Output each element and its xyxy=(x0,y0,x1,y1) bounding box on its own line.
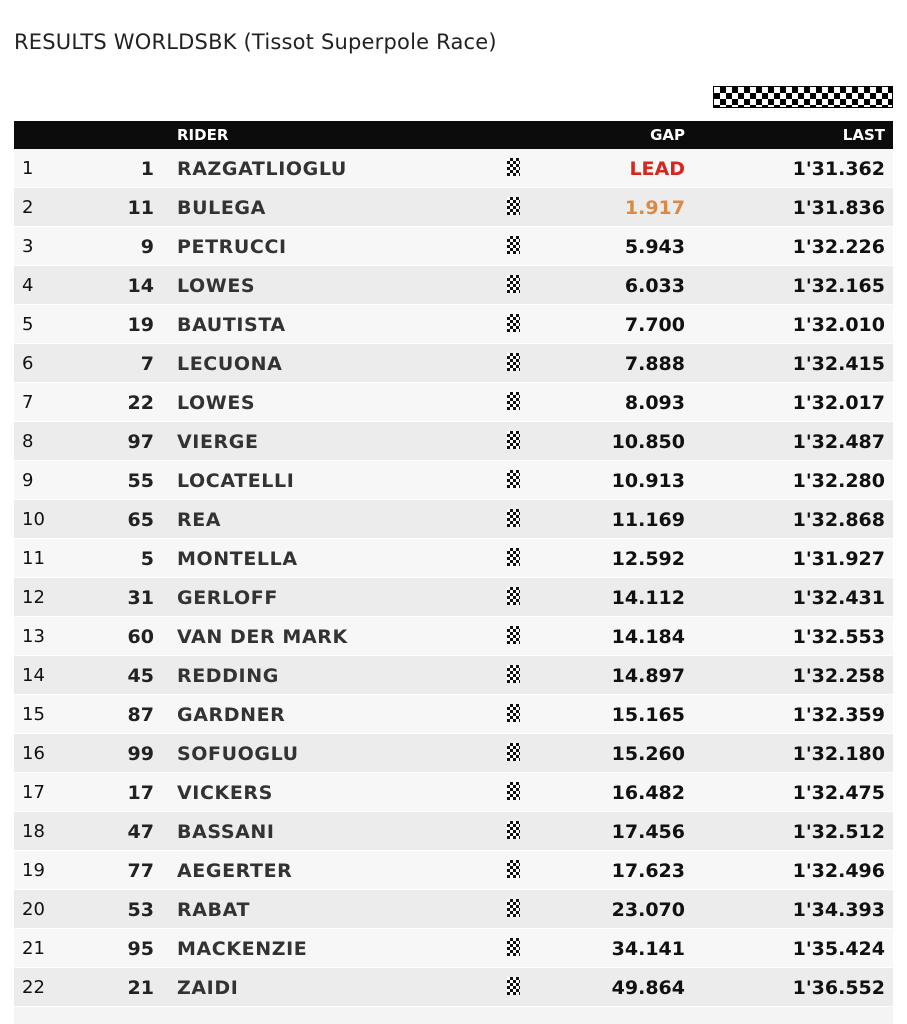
last-lap-cell: 1'32.475 xyxy=(792,782,885,804)
rider-number-cell: 45 xyxy=(127,665,154,687)
table-row[interactable] xyxy=(14,890,893,929)
rider-number-cell: 11 xyxy=(127,197,154,219)
checkered-flag-icon xyxy=(507,665,520,683)
position-cell: 8 xyxy=(22,431,34,452)
header-rider: RIDER xyxy=(177,126,229,144)
table-row[interactable] xyxy=(14,305,893,344)
rider-number-cell: 5 xyxy=(140,548,154,570)
position-cell: 21 xyxy=(22,938,45,959)
rider-name-cell: RABAT xyxy=(177,899,251,921)
checkered-flag-icon xyxy=(507,392,520,410)
position-cell: 4 xyxy=(22,275,34,296)
rider-number-cell: 95 xyxy=(127,938,154,960)
rider-number-cell: 47 xyxy=(127,821,154,843)
last-lap-cell: 1'31.927 xyxy=(792,548,885,570)
position-cell: 10 xyxy=(22,509,45,530)
table-row[interactable] xyxy=(14,344,893,383)
rider-name-cell: MACKENZIE xyxy=(177,938,308,960)
gap-cell: 8.093 xyxy=(624,392,685,414)
rider-name-cell: LECUONA xyxy=(177,353,283,375)
position-cell: 13 xyxy=(22,626,45,647)
checkered-flag-icon xyxy=(507,236,520,254)
last-lap-cell: 1'32.258 xyxy=(792,665,885,687)
rider-name-cell: BULEGA xyxy=(177,197,266,219)
rider-name-cell: GERLOFF xyxy=(177,587,278,609)
position-cell: 1 xyxy=(22,158,34,179)
checkered-flag-icon xyxy=(507,938,520,956)
gap-cell: 5.943 xyxy=(624,236,685,258)
rider-name-cell: MONTELLA xyxy=(177,548,298,570)
rider-number-cell: 65 xyxy=(127,509,154,531)
checkered-flag-icon xyxy=(713,86,893,108)
checkered-flag-icon xyxy=(507,743,520,761)
last-lap-cell: 1'32.415 xyxy=(792,353,885,375)
gap-cell: 16.482 xyxy=(611,782,685,804)
last-lap-cell: 1'32.226 xyxy=(792,236,885,258)
rider-number-cell: 60 xyxy=(127,626,154,648)
checkered-flag-icon xyxy=(507,704,520,722)
table-row[interactable] xyxy=(14,422,893,461)
table-row[interactable] xyxy=(14,461,893,500)
position-cell: 2 xyxy=(22,197,34,218)
last-lap-cell: 1'31.836 xyxy=(792,197,885,219)
rider-number-cell: 19 xyxy=(127,314,154,336)
gap-cell: 10.913 xyxy=(611,470,685,492)
checkered-flag-icon xyxy=(507,860,520,878)
rider-number-cell: 14 xyxy=(127,275,154,297)
gap-cell: 15.165 xyxy=(611,704,685,726)
page-title: RESULTS WORLDSBK (Tissot Superpole Race) xyxy=(14,30,497,54)
rider-name-cell: LOWES xyxy=(177,275,256,297)
checkered-flag-icon xyxy=(507,353,520,371)
checkered-flag-icon xyxy=(507,977,520,995)
gap-cell: 7.888 xyxy=(624,353,685,375)
gap-cell: 10.850 xyxy=(611,431,685,453)
rider-number-cell: 22 xyxy=(127,392,154,414)
gap-cell: 34.141 xyxy=(611,938,685,960)
last-lap-cell: 1'32.280 xyxy=(792,470,885,492)
checkered-flag-icon xyxy=(507,431,520,449)
gap-cell: LEAD xyxy=(629,158,685,180)
table-row[interactable] xyxy=(14,227,893,266)
last-lap-cell: 1'36.552 xyxy=(792,977,885,999)
gap-cell: 14.112 xyxy=(611,587,685,609)
last-lap-cell: 1'34.393 xyxy=(792,899,885,921)
rider-number-cell: 31 xyxy=(127,587,154,609)
position-cell: 22 xyxy=(22,977,45,998)
last-lap-cell: 1'32.180 xyxy=(792,743,885,765)
rider-name-cell: AEGERTER xyxy=(177,860,293,882)
checkered-flag-icon xyxy=(507,821,520,839)
position-cell: 17 xyxy=(22,782,45,803)
last-lap-cell: 1'32.868 xyxy=(792,509,885,531)
rider-name-cell: SOFUOGLU xyxy=(177,743,299,765)
last-lap-cell: 1'32.553 xyxy=(792,626,885,648)
rider-name-cell: BASSANI xyxy=(177,821,275,843)
table-row[interactable] xyxy=(14,656,893,695)
last-lap-cell: 1'31.362 xyxy=(792,158,885,180)
gap-cell: 12.592 xyxy=(611,548,685,570)
rider-number-cell: 9 xyxy=(140,236,154,258)
position-cell: 12 xyxy=(22,587,45,608)
gap-cell: 15.260 xyxy=(611,743,685,765)
table-footer-shadow xyxy=(14,1007,893,1024)
position-cell: 11 xyxy=(22,548,45,569)
position-cell: 18 xyxy=(22,821,45,842)
table-header xyxy=(14,121,893,149)
position-cell: 14 xyxy=(22,665,45,686)
rider-number-cell: 1 xyxy=(140,158,154,180)
gap-cell: 6.033 xyxy=(624,275,685,297)
table-row[interactable] xyxy=(14,812,893,851)
table-row[interactable] xyxy=(14,539,893,578)
checkered-flag-icon xyxy=(507,158,520,176)
gap-cell: 14.184 xyxy=(611,626,685,648)
table-row[interactable] xyxy=(14,617,893,656)
last-lap-cell: 1'32.512 xyxy=(792,821,885,843)
gap-cell: 11.169 xyxy=(611,509,685,531)
last-lap-cell: 1'35.424 xyxy=(792,938,885,960)
position-cell: 5 xyxy=(22,314,34,335)
rider-number-cell: 97 xyxy=(127,431,154,453)
checkered-flag-icon xyxy=(507,899,520,917)
position-cell: 19 xyxy=(22,860,45,881)
gap-cell: 7.700 xyxy=(624,314,685,336)
table-row[interactable] xyxy=(14,188,893,227)
last-lap-cell: 1'32.359 xyxy=(792,704,885,726)
table-row[interactable] xyxy=(14,500,893,539)
table-row[interactable] xyxy=(14,734,893,773)
position-cell: 9 xyxy=(22,470,34,491)
rider-number-cell: 77 xyxy=(127,860,154,882)
header-last: LAST xyxy=(842,126,885,144)
rider-number-cell: 55 xyxy=(127,470,154,492)
header-gap: GAP xyxy=(650,126,685,144)
rider-name-cell: LOCATELLI xyxy=(177,470,295,492)
table-row[interactable] xyxy=(14,851,893,890)
table-row[interactable] xyxy=(14,773,893,812)
table-row[interactable] xyxy=(14,266,893,305)
checkered-flag-icon xyxy=(507,275,520,293)
position-cell: 6 xyxy=(22,353,34,374)
rider-number-cell: 53 xyxy=(127,899,154,921)
checkered-flag-icon xyxy=(507,314,520,332)
last-lap-cell: 1'32.017 xyxy=(792,392,885,414)
last-lap-cell: 1'32.431 xyxy=(792,587,885,609)
table-row[interactable] xyxy=(14,149,893,188)
table-row[interactable] xyxy=(14,929,893,968)
gap-cell: 23.070 xyxy=(611,899,685,921)
rider-name-cell: VAN DER MARK xyxy=(177,626,348,648)
rider-name-cell: ZAIDI xyxy=(177,977,239,999)
checkered-flag-icon xyxy=(507,509,520,527)
last-lap-cell: 1'32.010 xyxy=(792,314,885,336)
position-cell: 20 xyxy=(22,899,45,920)
checkered-flag-icon xyxy=(507,782,520,800)
rider-name-cell: LOWES xyxy=(177,392,256,414)
checkered-flag-icon xyxy=(507,626,520,644)
checkered-flag-icon xyxy=(507,548,520,566)
rider-name-cell: VICKERS xyxy=(177,782,273,804)
rider-number-cell: 17 xyxy=(127,782,154,804)
table-row[interactable] xyxy=(14,383,893,422)
last-lap-cell: 1'32.165 xyxy=(792,275,885,297)
rider-name-cell: GARDNER xyxy=(177,704,286,726)
results-table xyxy=(14,121,893,1007)
gap-cell: 17.456 xyxy=(611,821,685,843)
last-lap-cell: 1'32.487 xyxy=(792,431,885,453)
position-cell: 15 xyxy=(22,704,45,725)
gap-cell: 14.897 xyxy=(611,665,685,687)
rider-name-cell: REDDING xyxy=(177,665,279,687)
table-row[interactable] xyxy=(14,968,893,1007)
position-cell: 7 xyxy=(22,392,34,413)
rider-number-cell: 7 xyxy=(140,353,154,375)
table-row[interactable] xyxy=(14,695,893,734)
checkered-flag-icon xyxy=(507,470,520,488)
checkered-flag-icon xyxy=(507,587,520,605)
rider-number-cell: 21 xyxy=(127,977,154,999)
position-cell: 3 xyxy=(22,236,34,257)
rider-name-cell: REA xyxy=(177,509,222,531)
table-row[interactable] xyxy=(14,578,893,617)
rider-number-cell: 87 xyxy=(127,704,154,726)
rider-name-cell: RAZGATLIOGLU xyxy=(177,158,347,180)
gap-cell: 1.917 xyxy=(624,197,685,219)
rider-name-cell: VIERGE xyxy=(177,431,259,453)
rider-number-cell: 99 xyxy=(127,743,154,765)
gap-cell: 49.864 xyxy=(611,977,685,999)
rider-name-cell: PETRUCCI xyxy=(177,236,287,258)
last-lap-cell: 1'32.496 xyxy=(792,860,885,882)
rider-name-cell: BAUTISTA xyxy=(177,314,286,336)
checkered-flag-icon xyxy=(507,197,520,215)
table-body xyxy=(14,149,893,1007)
gap-cell: 17.623 xyxy=(611,860,685,882)
position-cell: 16 xyxy=(22,743,45,764)
